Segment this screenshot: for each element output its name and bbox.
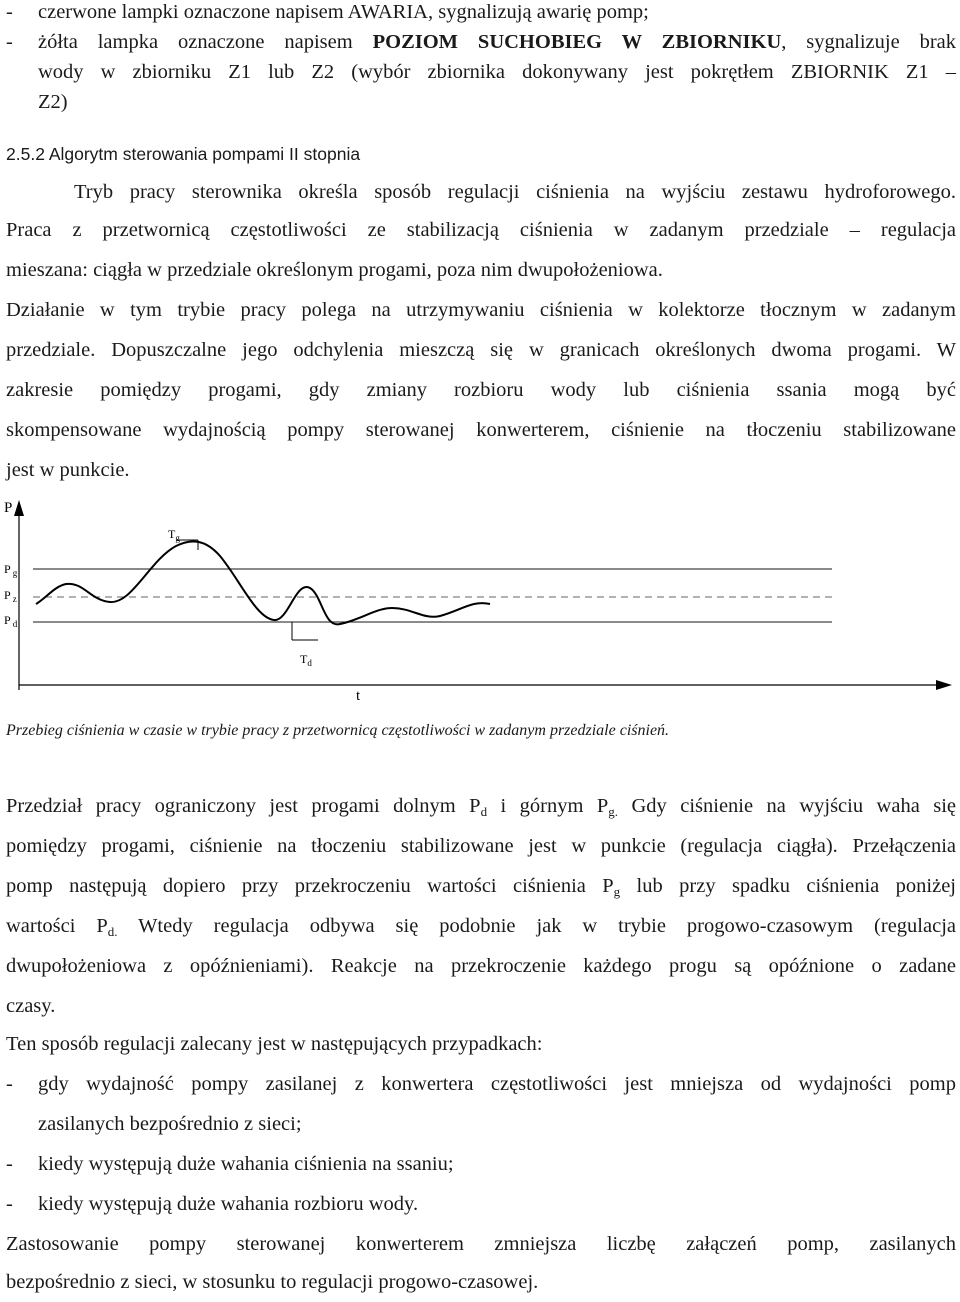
paragraph-line: Tryb pracy sterownika określa sposób regulacji ciśnienia na wyjściu zestawu hydroforowego. bbox=[74, 181, 956, 203]
bullet-item: kiedy występują duże wahania ciśnienia na ssaniu; bbox=[38, 1153, 454, 1175]
paragraph-line: Działanie w tym trybie pracy polega na utrzymywaniu ciśnienia w kolektorze tłocznym w zadanym bbox=[6, 299, 956, 321]
paragraph-line: Praca z przetwornicą częstotliwości ze stabilizacją ciśnienia w zadanym przedziale – regulacja bbox=[6, 219, 956, 241]
y-axis-arrow bbox=[14, 500, 24, 516]
paragraph-line: bezpośrednio z sieci, w stosunku to regulacji progowo-czasowej. bbox=[6, 1271, 539, 1293]
x-axis-label: t bbox=[356, 688, 361, 704]
bullet-awaria: czerwone lampki oznaczone napisem AWARIA, sygnalizują awarię pomp; bbox=[38, 1, 649, 23]
paragraph-line: dwupołożeniowa z opóźnieniami). Reakcje na przekroczenie każdego progu są opóźnione o zadane bbox=[6, 955, 956, 977]
paragraph-line: skompensowane wydajnością pompy sterowanej konwerterem, ciśnienie na tłoczeniu stabilizowane bbox=[6, 419, 956, 441]
pd-label: P $_d$ bbox=[4, 613, 18, 629]
paragraph-line: zakresie pomiędzy progami, gdy zmiany rozbioru wody lub ciśnienia ssania mogą być bbox=[6, 379, 956, 401]
paragraph-line: przedziale. Dopuszczalne jego odchylenia mieszczą się w granicach określonych dwoma progami. W bbox=[6, 339, 956, 361]
pressure-time-diagram bbox=[0, 490, 960, 710]
section-heading: 2.5.2 Algorytm sterowania pompami II stopnia bbox=[6, 144, 361, 164]
bullet-dash: - bbox=[6, 1153, 13, 1175]
x-axis-arrow bbox=[936, 680, 952, 690]
bullet-poziom-cont-2: Z2) bbox=[38, 91, 68, 113]
figure-caption: Przebieg ciśnienia w czasie w trybie pracy z przetwornicą częstotliwości w zadanym przedziale ciśnień. bbox=[6, 722, 670, 739]
bullet-dash: - bbox=[6, 31, 13, 53]
bullet-item-cont: zasilanych bezpośrednio z sieci; bbox=[38, 1113, 302, 1135]
bullet-item: kiedy występują duże wahania rozbioru wody. bbox=[38, 1193, 419, 1215]
paragraph-line: jest w punkcie. bbox=[6, 459, 130, 481]
paragraph-line: Przedział pracy ograniczony jest progami dolnym $P_d$ i górnym $P_{g.}$ Gdy ciśnienie na wyjściu waha się bbox=[6, 795, 957, 819]
y-axis-label: P bbox=[4, 500, 13, 516]
td-label: $T_d$ bbox=[300, 652, 312, 668]
bullet-dash: - bbox=[6, 1073, 13, 1095]
paragraph-line: pomiędzy progami, ciśnienie na tłoczeniu stabilizowane jest w punkcie (regulacja ciągła). Przełączenia bbox=[6, 835, 956, 857]
bullet-dash: - bbox=[6, 1, 13, 23]
pressure-curve bbox=[36, 541, 490, 624]
paragraph-line: pomp następują dopiero przy przekroczeniu wartości ciśnienia $P_g$ lub przy spadku ciśnienia poniżej bbox=[6, 875, 956, 899]
paragraph-line: wartości $P_{d.}$ Wtedy regulacja odbywa się podobnie jak w trybie progowo-czasowym (regulacja bbox=[6, 915, 956, 939]
pz-label: P $_z$ bbox=[4, 588, 17, 604]
paragraph-line: Ten sposób regulacji zalecany jest w następujących przypadkach: bbox=[6, 1033, 543, 1055]
bullet-poziom-cont: wody w zbiorniku Z1 lub Z2 (wybór zbiornika dokonywany jest pokrętłem ZBIORNIK Z1 – bbox=[38, 61, 956, 83]
bullet-dash: - bbox=[6, 1193, 13, 1215]
bullet-item: gdy wydajność pompy zasilanej z konwertera częstotliwości jest mniejsza od wydajności pomp bbox=[38, 1073, 956, 1095]
paragraph-line: Zastosowanie pompy sterowanej konwerterem zmniejsza liczbę załączeń pomp, zasilanych bbox=[6, 1233, 956, 1255]
pg-label: P $_g$ bbox=[4, 562, 18, 578]
paragraph-line: czasy. bbox=[6, 995, 56, 1017]
tg-label: $T_g$ bbox=[168, 527, 180, 543]
paragraph-line: mieszana: ciągła w przedziale określonym progami, poza nim dwupołożeniowa. bbox=[6, 259, 663, 281]
bullet-poziom: żółta lampka oznaczone napisem POZIOM SUCHOBIEG W ZBIORNIKU, sygnalizuje brak bbox=[38, 31, 956, 53]
